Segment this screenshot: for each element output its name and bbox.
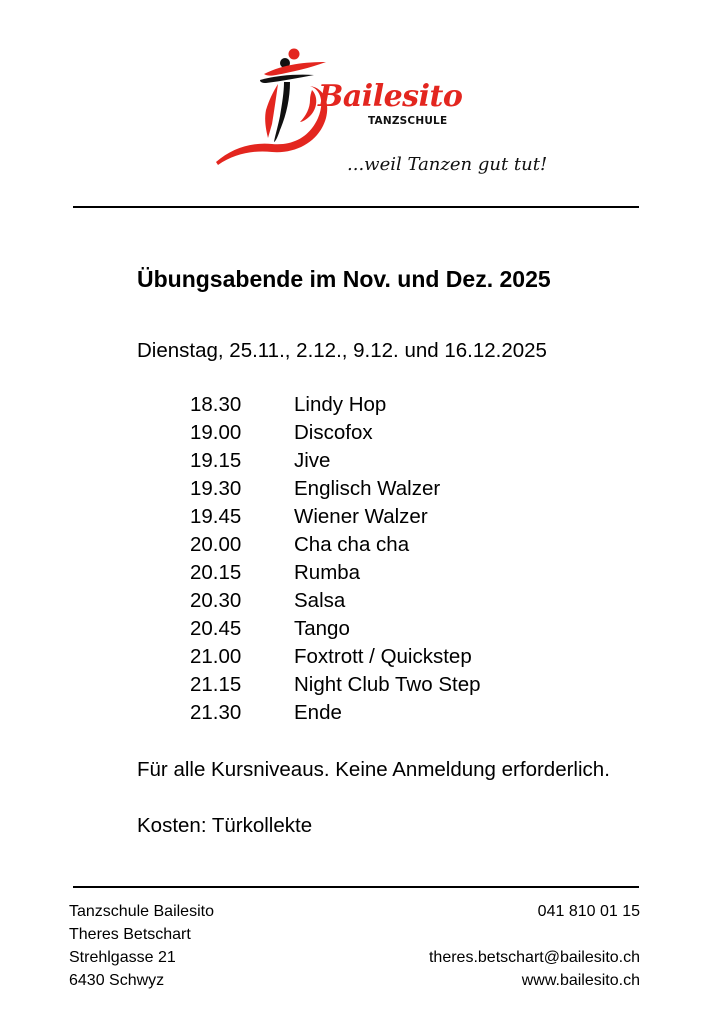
date-line: Dienstag, 25.11., 2.12., 9.12. und 16.12.2025 [137, 339, 547, 362]
schedule-dance: Wiener Walzer [294, 505, 428, 528]
schedule-time: 20.00 [190, 533, 242, 556]
schedule-time: 20.30 [190, 589, 242, 612]
footer-website[interactable]: www.bailesito.ch [521, 972, 640, 989]
footer-contact [429, 900, 640, 992]
schedule-dance: Night Club Two Step [294, 673, 481, 696]
schedule-dance: Lindy Hop [294, 393, 387, 416]
schedule-row [190, 699, 570, 727]
schedule-dance: Rumba [294, 561, 361, 584]
schedule-time: 19.30 [190, 477, 242, 500]
brand-name: Bailesito [318, 79, 463, 114]
footer-person: Theres Betschart [69, 926, 191, 943]
footer-phone: 041 810 01 15 [537, 903, 640, 920]
schedule-time: 21.30 [190, 701, 242, 724]
schedule-row [190, 615, 570, 643]
schedule-time: 19.00 [190, 421, 242, 444]
schedule-row [190, 531, 570, 559]
bottom-divider [73, 886, 639, 888]
footer-spacer [429, 923, 640, 946]
schedule-time: 19.15 [190, 449, 242, 472]
schedule-row [190, 391, 570, 419]
schedule-row [190, 587, 570, 615]
schedule-row [190, 475, 570, 503]
schedule-time: 20.15 [190, 561, 242, 584]
schedule-list [190, 391, 570, 727]
schedule-row [190, 447, 570, 475]
schedule-row [190, 643, 570, 671]
page-title: Übungsabende im Nov. und Dez. 2025 [137, 266, 551, 292]
schedule-row [190, 419, 570, 447]
schedule-dance: Foxtrott / Quickstep [294, 645, 472, 668]
footer-city: 6430 Schwyz [69, 972, 165, 989]
schedule-row [190, 671, 570, 699]
cost-text: Kosten: Türkollekte [137, 814, 313, 837]
schedule-dance: Englisch Walzer [294, 477, 441, 500]
schedule-dance: Cha cha cha [294, 533, 410, 556]
schedule-row [190, 559, 570, 587]
footer-email[interactable]: theres.betschart@bailesito.ch [428, 949, 640, 966]
brand-subtitle: TANZSCHULE [368, 115, 448, 127]
schedule-dance: Salsa [294, 589, 346, 612]
info-text: Für alle Kursniveaus. Keine Anmeldung erforderlich. [137, 758, 610, 781]
schedule-dance: Jive [294, 449, 331, 472]
schedule-time: 19.45 [190, 505, 242, 528]
brand-tagline: ...weil Tanzen gut tut! [347, 154, 548, 175]
schedule-row [190, 503, 570, 531]
bailesito-logo [214, 44, 614, 194]
schedule-dance: Discofox [294, 421, 373, 444]
schedule-time: 21.00 [190, 645, 242, 668]
schedule-time: 18.30 [190, 393, 242, 416]
footer-street: Strehlgasse 21 [69, 949, 176, 966]
footer-school: Tanzschule Bailesito [69, 903, 214, 920]
top-divider [73, 206, 639, 208]
schedule-dance: Tango [294, 617, 350, 640]
schedule-time: 21.15 [190, 673, 242, 696]
footer-address [69, 900, 214, 992]
schedule-dance: Ende [294, 701, 342, 724]
schedule-time: 20.45 [190, 617, 242, 640]
